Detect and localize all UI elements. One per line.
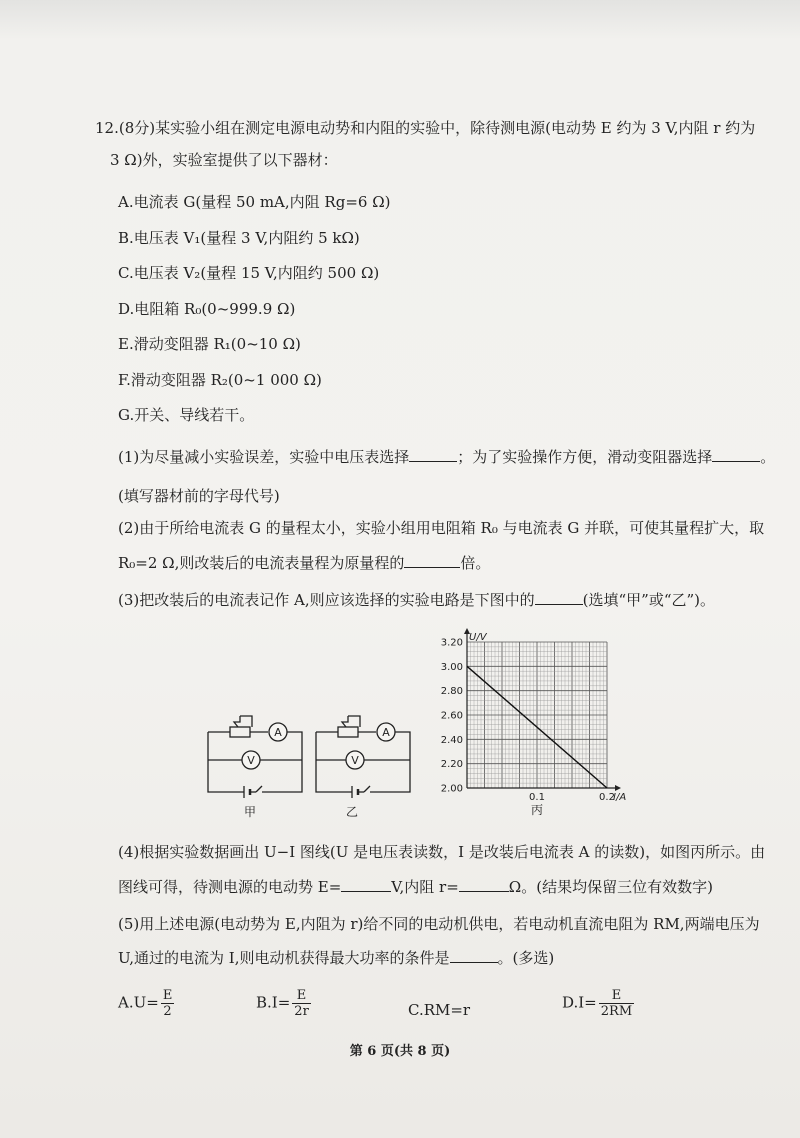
ammeter-symbol: A [382,726,390,739]
sub-question-2-line1: (2)由于所给电流表 G 的量程太小，实验小组用电阻箱 R₀ 与电流表 G 并联，可使其量程扩大，取 [118,519,765,537]
q1-note: (填写器材前的字母代号) [118,487,280,505]
choice-d-fraction [599,988,634,1019]
answer-blank-emf[interactable] [341,877,391,892]
q4-text-a: 图线可得，待测电源的电动势 E= [118,878,342,896]
q2-text-a: R₀=2 Ω,则改装后的电流表量程为原量程的 [118,554,405,572]
choice-d-numerator: E [599,988,634,1004]
question-stem-line2: 3 Ω)外，实验室提供了以下器材： [110,151,338,169]
question-stem-line1: 12.(8分)某实验小组在测定电源电动势和内阻的实验中，除待测电源(电动势 E 约为 3 V,内阻 r 约为 [95,119,756,137]
option-item-f: F.滑动变阻器 R₂(0~1 000 Ω) [118,371,322,389]
q5-text-a: U,通过的电流为 I,则电动机获得最大功率的条件是 [118,949,450,967]
choice-d-prefix: D.I= [562,993,597,1012]
choice-b[interactable] [256,988,313,1019]
choice-b-numerator: E [292,988,311,1004]
circuit-yi [308,708,420,820]
q4-text-c: Ω。(结果均保留三位有效数字) [508,878,713,896]
circuit-jia-label: 甲 [243,805,257,819]
chart-grid [467,642,607,788]
option-item-g: G.开关、导线若干。 [118,406,255,424]
choice-c[interactable]: C.RM=r [408,1001,471,1019]
circuit-yi-label: 乙 [345,805,359,819]
circuit-jia [200,708,310,820]
y-tick-label: 2.00 [440,783,463,795]
sub-question-5-line1: (5)用上述电源(电动势为 E,内阻为 r)给不同的电动机供电，若电动机直流电阻为 RM,两端电压为 [118,915,760,933]
answer-blank-max-power[interactable] [450,948,498,963]
ui-graph-bing [425,622,640,822]
q4-text-b: V,内阻 r= [391,878,459,896]
choice-d[interactable] [562,988,636,1019]
y-axis-label: U/V [469,632,487,643]
choice-a-prefix: A.U= [118,993,159,1012]
sub-question-4-line2 [118,877,713,897]
y-tick-label: 2.80 [440,686,463,698]
choice-b-denominator: 2r [294,1004,309,1019]
y-tick-label: 3.00 [440,661,463,673]
x-tick-label: 0.1 [529,792,545,803]
y-tick-label: 2.60 [440,710,463,722]
option-item-d: D.电阻箱 R₀(0~999.9 Ω) [118,300,296,318]
page-footer: 第 6 页(共 8 页) [349,1044,451,1059]
option-item-a: A.电流表 G(量程 50 mA,内阻 Rg=6 Ω) [118,193,391,211]
voltmeter-symbol: V [351,754,359,767]
sub-question-5-line2 [118,948,554,968]
choice-a-denominator: 2 [163,1004,172,1019]
answer-blank-rheostat[interactable] [712,447,760,462]
q1-text-b: ；为了实验操作方便，滑动变阻器选择 [457,448,713,466]
choice-b-fraction [292,988,311,1019]
choice-a-numerator: E [162,988,173,1003]
chart-axes [464,628,621,791]
x-tick-label: 0.2 [599,792,615,803]
answer-blank-multiple[interactable] [404,553,460,568]
q2-text-b: 倍。 [460,554,491,572]
sub-question-1 [118,447,775,467]
answer-blank-internal-resistance[interactable] [459,877,509,892]
choice-d-denominator: 2RM [600,1004,633,1019]
sub-question-3 [118,590,715,610]
y-tick-label: 2.40 [440,734,463,746]
graph-label: 丙 [530,803,544,817]
choice-a-fraction [161,988,175,1019]
option-item-b: B.电压表 V₁(量程 3 V,内阻约 5 kΩ) [118,229,360,247]
option-item-c: C.电压表 V₂(量程 15 V,内阻约 500 Ω) [118,264,380,282]
choice-b-prefix: B.I= [256,993,291,1012]
ammeter-symbol: A [274,726,282,739]
x-axis-arrow [615,785,621,791]
sub-question-2-line2 [118,553,490,573]
q3-text-a: (3)把改装后的电流表记作 A,则应该选择的实验电路是下图中的 [118,591,535,609]
y-tick-label: 3.20 [440,637,463,649]
q1-text-a: (1)为尽量减小实验误差，实验中电压表选择 [118,448,410,466]
y-tick-label: 2.20 [440,759,463,771]
x-axis-label: I/A [613,792,627,803]
voltmeter-symbol: V [247,754,255,767]
sub-question-4-line1: (4)根据实验数据画出 U−I 图线(U 是电压表读数，I 是改装后电流表 A 的读数)，如图丙所示。由 [118,843,766,861]
choice-a[interactable] [118,988,176,1019]
answer-blank-voltmeter[interactable] [409,447,457,462]
q3-text-b: (选填“甲”或“乙”)。 [582,591,716,609]
q5-text-b: 。(多选) [497,949,555,967]
option-item-e: E.滑动变阻器 R₁(0~10 Ω) [118,335,301,353]
q1-text-c: 。 [760,448,776,466]
answer-blank-circuit[interactable] [535,590,583,605]
